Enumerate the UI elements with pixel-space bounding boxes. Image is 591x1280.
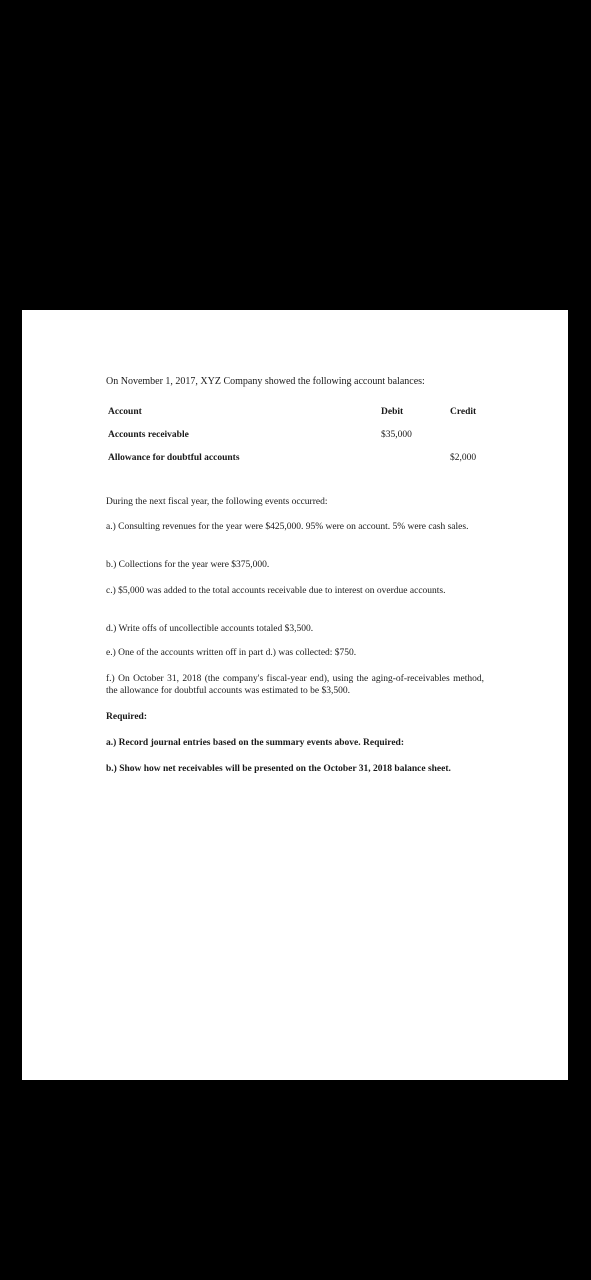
events-intro-text: During the next fiscal year, the following events occurred: [106,497,328,507]
event-item-a: a.) Consulting revenues for the year were $425,000. 95% were on account. 5% were cash sales. [106,522,469,532]
event-item-c: c.) $5,000 was added to the total accounts receivable due to interest on overdue accounts. [106,586,446,596]
required-heading: Required: [106,712,147,722]
event-item-e: e.) One of the accounts written off in part d.) was collected: $750. [106,648,357,658]
required-item-b: b.) Show how net receivables will be presented on the October 31, 2018 balance sheet. [106,764,451,774]
credit-value: $2,000 [450,453,477,463]
event-item-f: f.) On October 31, 2018 (the company's fiscal-year end), using the aging-of-receivables method, the allowance for doubtful accounts was estimated to be $3,500. [106,674,484,696]
intro-text: On November 1, 2017, XYZ Company showed the following account balances: [106,376,425,387]
document-page [22,310,568,1080]
debit-column-header: Debit [381,407,404,417]
account-name: Allowance for doubtful accounts [108,453,240,463]
debit-value: $35,000 [381,430,412,440]
event-item-b: b.) Collections for the year were $375,000. [106,560,270,570]
required-item-a: a.) Record journal entries based on the summary events above. Required: [106,738,404,748]
event-item-d: d.) Write offs of uncollectible accounts totaled $3,500. [106,624,314,634]
account-column-header: Account [108,407,142,417]
account-name: Accounts receivable [108,430,189,440]
credit-column-header: Credit [450,407,477,417]
